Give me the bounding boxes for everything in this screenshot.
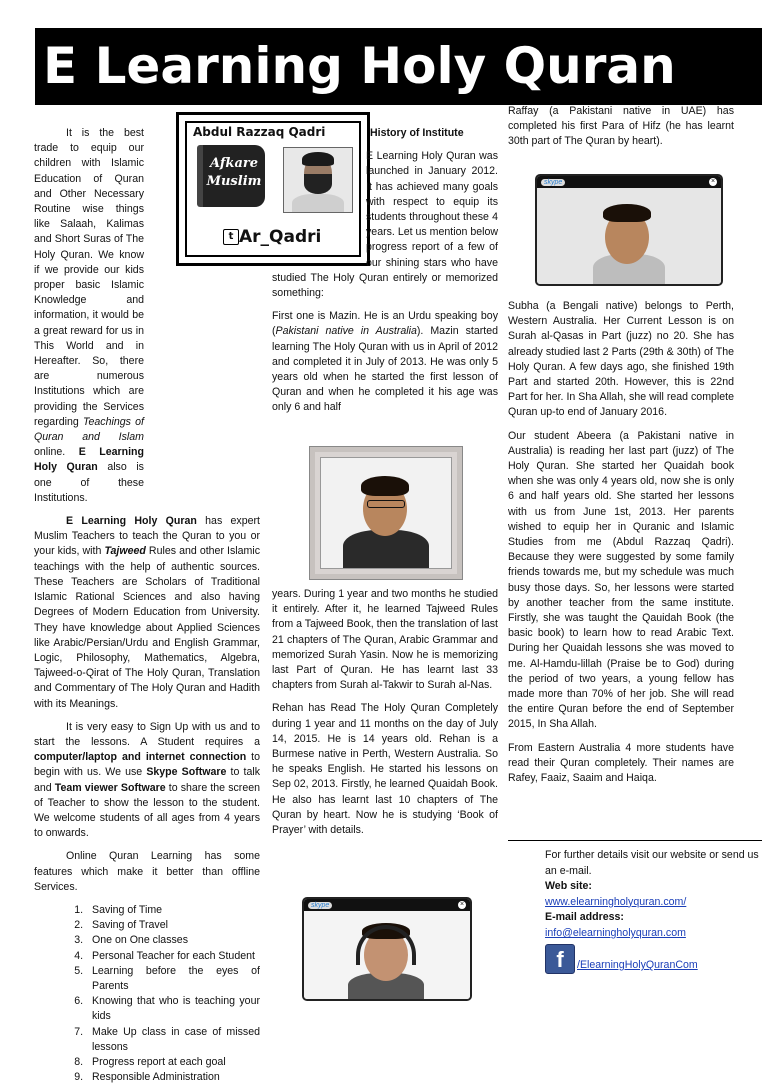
intro-paragraph: It is the best trade to equip our children with Islamic Education of Quran and Other Necessary Routine wise things like Salaah, Kalimas and Short Suras of The Holy Quran. We know if we provide our kids proper basic Islamic Knowledge and information, it would be a great reward for us in This World and in Hereafter. So, there are numerous Institutions which are providing the Services regarding Teachings of Quran and Islam online. E Learning Holy Quran also is one of these Institutions. (34, 127, 144, 504)
close-icon: × (459, 901, 465, 908)
website-link[interactable]: www.elearningholyquran.com/ (545, 895, 687, 908)
teachers-paragraph: E Learning Holy Quran has expert Muslim Teachers to teach the Quran to you or your kids, with Tajweed Rules and other Islamic teachings with the help of authentic sources. These Teachers are Scholars of Traditional Islamic Rational Sciences and also having Degrees of Modern Education from University. They have knowledge about Applied Sciences like Arabic/Persian/Urdu and English Grammar, Logic, Philosophy, Mathematics, Algebra, Tajweed-o-Qirat of The Holy Quran, Translation and Commentary of The Holy Quran and Hadith with its Meanings. (34, 515, 260, 710)
history-intro: E Learning Holy Quran was launched in January 2012. It has achieved many goals with respect to equip its students throughout these 4 years. Let us mention below progress report of a few of our shining stars who have studied The Holy Quran entirely or memorized something: (272, 150, 498, 300)
twitter-handle: t Ar_Qadri (223, 227, 321, 247)
skype-video-rehan (302, 897, 472, 1001)
signup-paragraph: It is very easy to Sign Up with us and to start the lessons. A Student requires a computer/laptop and internet connection to begin with us. We use Skype Software to talk and Team viewer Software to share the screen of Teacher to show the lesson to the student. We welcome students of all ages from 4 years to onwards. (34, 720, 261, 840)
website-label: Web site: (545, 880, 592, 893)
history-heading: History of Institute (370, 127, 464, 139)
subha-paragraph: Subha (a Bengali native) belongs to Perth, Western Australia. Her Current Lesson is on Surah al-Qasas in Part (juzz) no 20. She has already studied last 2 Parts (29th & 30th) of The Holy Quran. A few days ago, she finished 19th Part and started 20th. However, this is 22nd Part for her. In Sha Allah, she will read complete Quran up-to end of January 2016. (508, 300, 734, 419)
rehan-paragraph: Rehan has Read The Holy Quran Completely during 1 year and 11 months on the day of July 14, 2015. He is 14 years old. Rehan is a Burmese native in Perth, Western Australia. So he speaks English. He started his lessons on Sep 02, 2013. Firstly, he learned Quaidah Book. He also has learnt last 10 chapters of The Quran by heart. Now he is studying ‘Book of Prayer’ with details. (272, 702, 498, 837)
mazin-continued: years. During 1 year and two months he studied it entirely. After it, he learned Tajweed Rules from a Tajweed Book, then the translation of last 21 chapters of The Quran, Arabic Grammar and memorized Surah Yasin. Now he is memorizing last Part of Quran. He has learnt last 33 chapters from Surah al-Takwir to Surah al-Nas. (272, 588, 498, 692)
skype-logo-icon: skype (541, 179, 565, 186)
column-2-bottom (272, 587, 498, 846)
page-title-banner (35, 28, 762, 105)
email-label: E-mail address: (545, 911, 624, 924)
column-1 (34, 126, 260, 1085)
skype-logo-icon: skype (308, 902, 332, 909)
list-item: 9. Responsible Administration (86, 1070, 260, 1085)
list-item: 7. Make Up class in case of missed lessons (86, 1025, 260, 1055)
student-photo-mazin (309, 446, 463, 580)
divider (508, 840, 762, 841)
column-3-bottom (508, 299, 734, 794)
email-link[interactable]: info@elearningholyquran.com (545, 926, 686, 939)
column-3-top (508, 104, 734, 158)
abeera-paragraph: Our student Abeera (a Pakistani native in Australia) is reading her last part (juzz) of The Holy Quran. She started her Quaidah book when she was only 4 years old, now she is only 6 and half years old. She started her lessons with us from June 1st, 2013. Her parents wished to equip her in Quranic and Islamic Studies from me (Abdul Razzaq Qadri). Because they were suggested by some family friends towards me, but my schedule was much busy those days. So, her lessons were started by another teacher from the same institute. Firstly, she was taught the Qauidah Book (the basic book) to learn how to read Arabic Text. During her Quaidah lessons she was moved to me. Al-Hamdu-lillah (Praise be to God) during the period of two years, a young fellow has made more than 70% of her job. She will read the entire Quran before the end of September 2015, In Sha Allah. (508, 429, 734, 731)
close-icon: × (710, 178, 716, 185)
twitter-icon: t (223, 229, 239, 245)
logo-author-name: Abdul Razzaq Qadri (193, 125, 326, 139)
list-item: 6. Knowing that who is teaching your kids (86, 994, 260, 1024)
raffay-paragraph: Raffay (a Pakistani native in UAE) has completed his first Para of Hifz (he has learnt 30th part of The Quran by heart). (508, 105, 734, 148)
features-intro: Online Quran Learning has some features which make it better than offline Services. (34, 850, 260, 893)
list-item: 2. Saving of Travel (86, 918, 260, 933)
contact-info (545, 848, 760, 974)
features-list (34, 903, 260, 1085)
book-icon: Afkare Muslim (197, 145, 265, 207)
list-item: 5. Learning before the eyes of Parents (86, 964, 260, 994)
facebook-icon[interactable]: f (545, 944, 575, 974)
list-item: 1. Saving of Time (86, 903, 260, 918)
page-title: E Learning Holy Quran (43, 37, 676, 95)
list-item: 4. Personal Teacher for each Student (86, 949, 260, 964)
contact-intro: For further details visit our website or send us an e-mail. (545, 849, 759, 877)
column-2-top (272, 126, 498, 424)
list-item: 8. Progress report at each goal (86, 1055, 260, 1070)
skype-video-raffay (535, 174, 723, 286)
list-item: 3. One on One classes (86, 933, 260, 948)
facebook-link[interactable]: /ElearningHolyQuranCom (577, 958, 698, 971)
eastern-paragraph: From Eastern Australia 4 more students have read their Quran completely. Their names are Rafey, Faaiz, Saaim and Haiqa. (508, 741, 734, 785)
mazin-paragraph: First one is Mazin. He is an Urdu speaking boy (Pakistani native in Australia). Mazin started learning The Holy Quran with us in April of 2012 and completed it in July of 2013. He was only 5 years old when he started the first lesson of Quran and when he completed it his age was only 6 and half (272, 310, 498, 414)
